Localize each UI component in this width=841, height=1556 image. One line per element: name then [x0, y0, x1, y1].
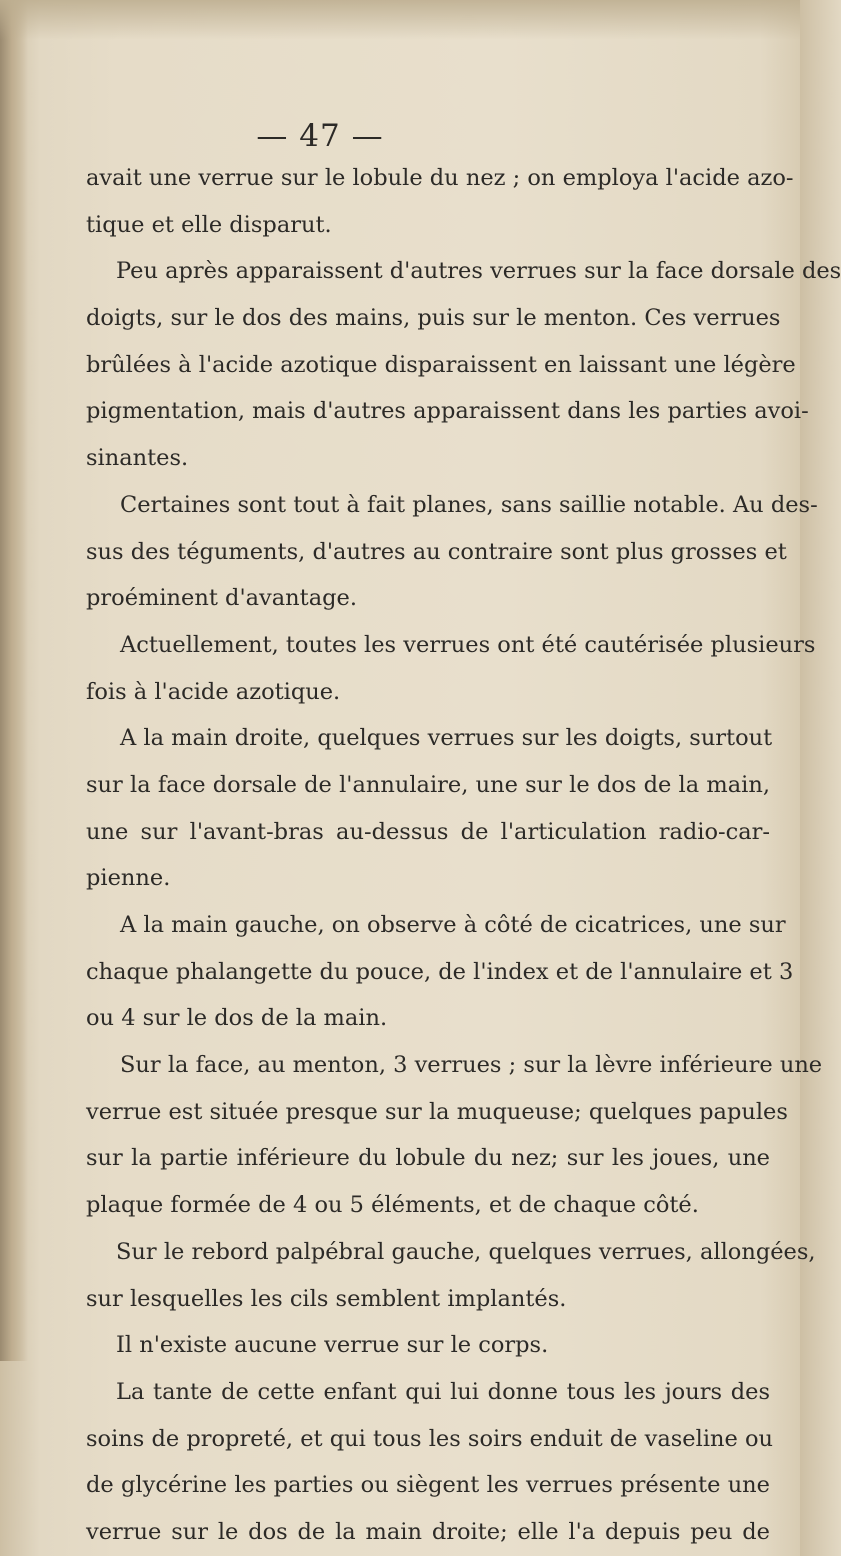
text-line: brûlées à l'acide azotique disparaissent en laissant une légère — [86, 351, 796, 378]
text-line: pienne. — [86, 865, 171, 892]
text-line: Peu après apparaissent d'autres verrues sur la face dorsale des — [116, 258, 841, 285]
text-line: Il n'existe aucune verrue sur le corps. — [116, 1332, 549, 1359]
body-text — [48, 155, 841, 1556]
text-line: sur la partie inférieure du lobule du nez; sur les joues, une — [86, 1145, 770, 1172]
text-line: soins de propreté, et qui tous les soirs enduit de vaseline ou — [86, 1425, 774, 1452]
text-line: sur la face dorsale de l'annulaire, une sur le dos de la main, — [86, 771, 770, 798]
text-line: Sur le rebord palpébral gauche, quelques verrues, allongées, — [116, 1238, 816, 1265]
text-line: chaque phalangette du pouce, de l'index et de l'annulaire et 3 — [86, 958, 794, 985]
page-number: — 47 — — [256, 118, 384, 154]
text-line: ou 4 sur le dos de la main. — [86, 1005, 388, 1032]
text-line: La tante de cette enfant qui lui donne tous les jours des — [116, 1378, 770, 1405]
text-line: proéminent d'avantage. — [86, 585, 357, 612]
text-line: A la main gauche, on observe à côté de cicatrices, une sur — [120, 912, 786, 938]
text-line: de glycérine les parties ou siègent les verrues présente une — [86, 1472, 770, 1499]
text-line: A la main droite, quelques verrues sur les doigts, surtout — [120, 725, 773, 752]
text-line: une sur l'avant-bras au-dessus de l'articulation radio-car- — [86, 818, 770, 845]
text-line: Sur la face, au menton, 3 verrues ; sur la lèvre inférieure une — [120, 1052, 823, 1079]
page-top-shadow — [0, 0, 800, 40]
text-line: verrue sur le dos de la main droite; elle l'a depuis peu de — [86, 1518, 770, 1545]
text-line: sinantes. — [86, 445, 189, 472]
text-line: sus des téguments, d'autres au contraire sont plus grosses et — [86, 538, 787, 565]
text-line: plaque formée de 4 ou 5 éléments, et de chaque côté. — [86, 1192, 699, 1219]
text-line: Certaines sont tout à fait planes, sans saillie notable. Au des- — [120, 491, 818, 518]
text-line: pigmentation, mais d'autres apparaissent dans les parties avoi- — [86, 398, 809, 425]
page-gutter-shadow — [0, 0, 28, 1361]
text-line: avait une verrue sur le lobule du nez ; on employa l'acide azo- — [86, 165, 794, 191]
text-line: Actuellement, toutes les verrues ont été cautérisée plusieurs — [120, 631, 816, 658]
text-line: sur lesquelles les cils semblent implantés. — [86, 1285, 567, 1312]
text-line: verrue est située presque sur la muqueuse; quelques papules — [86, 1098, 788, 1125]
text-line: tique et elle disparut. — [86, 211, 332, 238]
text-line: doigts, sur le dos des mains, puis sur le menton. Ces verrues — [86, 305, 781, 332]
text-line: fois à l'acide azotique. — [86, 678, 341, 705]
